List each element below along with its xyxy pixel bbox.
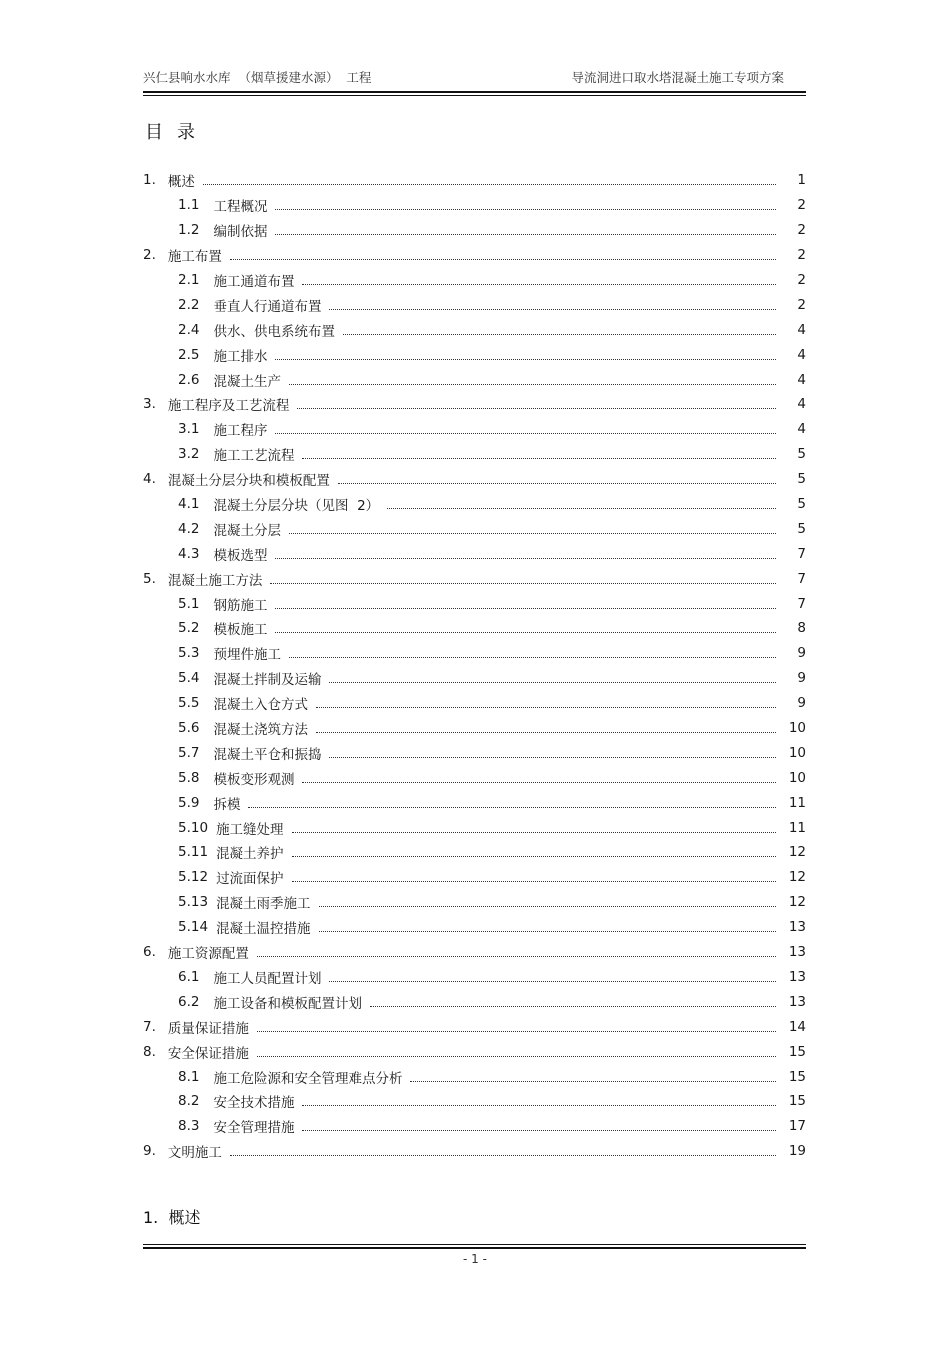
header-rule-thick (143, 91, 806, 93)
toc-entry-page: 4 (797, 346, 806, 363)
toc-entry-number: 5.2 (178, 620, 200, 637)
toc-leader-dots (270, 582, 776, 584)
toc-entry[interactable] (143, 865, 806, 890)
toc-leader-dots (316, 706, 776, 708)
toc-entry-label: 文明施工 (167, 1145, 222, 1162)
toc-entry-label: 概述 (167, 174, 195, 191)
toc-entry[interactable] (143, 541, 806, 566)
toc-entry-page: 5 (797, 471, 806, 488)
toc-entry-number: 3.2 (178, 446, 200, 463)
toc-entry-page: 17 (788, 1118, 806, 1135)
toc-entry-label: 混凝土养护 (216, 846, 284, 863)
toc-leader-dots (302, 781, 776, 783)
toc-entry-label: 混凝土施工方法 (167, 572, 263, 589)
toc-entry-page: 5 (797, 520, 806, 537)
toc-entry-page: 4 (797, 396, 806, 413)
toc-entry[interactable] (143, 940, 806, 965)
toc-entry[interactable] (143, 890, 806, 915)
toc-leader-dots (275, 607, 776, 609)
toc-leader-dots (257, 1030, 776, 1032)
toc-leader-dots (289, 656, 776, 658)
toc-entry-page: 13 (788, 968, 806, 985)
toc-entry[interactable] (143, 989, 806, 1014)
toc-entry-label: 模板选型 (213, 547, 268, 564)
toc-entry-number: 1.2 (178, 222, 200, 239)
page-number: - 1 - (463, 1252, 487, 1266)
toc-leader-dots (275, 432, 776, 434)
toc-entry-number: 5.4 (178, 670, 200, 687)
toc-leader-dots (297, 407, 776, 409)
toc-entry-label: 混凝土分层 (213, 522, 281, 539)
toc-entry-number: 4.1 (178, 496, 200, 513)
toc-entry[interactable] (143, 292, 806, 317)
toc-entry-page: 4 (797, 371, 806, 388)
toc-leader-dots (329, 681, 776, 683)
toc-entry-number: 5.3 (178, 645, 200, 662)
toc-entry-label: 垂直人行通道布置 (213, 298, 322, 315)
toc-entry[interactable] (143, 268, 806, 293)
toc-leader-dots (275, 557, 776, 559)
toc-entry[interactable] (143, 591, 806, 616)
toc-entry-number: 5. (143, 570, 156, 587)
footer-rule-thick (143, 1247, 806, 1249)
toc-entry-page: 5 (797, 446, 806, 463)
toc-entry[interactable] (143, 1114, 806, 1139)
toc-entry-number: 1.1 (178, 197, 200, 214)
toc-entry-page: 12 (788, 869, 806, 886)
toc-entry-number: 5.14 (178, 919, 209, 936)
toc-leader-dots (230, 1154, 776, 1156)
toc-entry-label: 混凝土入仓方式 (213, 697, 308, 714)
toc-entry[interactable] (143, 716, 806, 741)
toc-entry-label: 预埋件施工 (213, 647, 281, 664)
toc-entry-page: 13 (788, 944, 806, 961)
toc-entry-label: 安全技术措施 (213, 1095, 295, 1112)
toc-entry-number: 4.2 (178, 520, 200, 537)
header-document-title: 导流洞进口取水塔混凝土施工专项方案 (571, 70, 784, 85)
toc-entry-number: 8.3 (178, 1118, 200, 1135)
toc-entry-number: 4.3 (178, 545, 200, 562)
toc-entry-label: 施工排水 (213, 348, 268, 365)
toc-entry[interactable] (143, 392, 806, 417)
toc-entry-label: 混凝土拌制及运输 (213, 672, 322, 689)
toc-leader-dots (248, 806, 776, 808)
toc-entry-page: 8 (797, 620, 806, 637)
toc-entry-page: 2 (797, 296, 806, 313)
page-header (143, 68, 806, 88)
toc-leader-dots (302, 283, 776, 285)
toc-leader-dots (203, 183, 776, 185)
toc-entry-page: 4 (797, 321, 806, 338)
toc-leader-dots (257, 1055, 776, 1057)
toc-entry-label: 安全保证措施 (167, 1045, 249, 1062)
footer-rule-thin (143, 1244, 806, 1245)
toc-entry-label: 混凝土浇筑方法 (213, 722, 308, 739)
toc-entry-number: 6.1 (178, 968, 200, 985)
toc-entry[interactable] (143, 566, 806, 591)
toc-entry-page: 11 (788, 794, 806, 811)
toc-leader-dots (302, 1104, 776, 1106)
toc-leader-dots (343, 333, 776, 335)
toc-entry-page: 2 (797, 197, 806, 214)
toc-leader-dots (329, 308, 776, 310)
toc-entry-page: 10 (788, 744, 806, 761)
toc-entry-page: 15 (788, 1093, 806, 1110)
toc-entry[interactable] (143, 641, 806, 666)
toc-entry-number: 2.5 (178, 346, 200, 363)
toc-entry-page: 7 (797, 595, 806, 612)
toc-entry-number: 5.5 (178, 695, 200, 712)
toc-entry-number: 2.2 (178, 296, 200, 313)
toc-entry[interactable] (143, 1064, 806, 1089)
toc-entry-page: 2 (797, 222, 806, 239)
toc-entry-page: 19 (788, 1143, 806, 1160)
toc-entry-number: 2.4 (178, 321, 200, 338)
toc-entry-number: 2. (143, 247, 156, 264)
toc-entry-number: 3. (143, 396, 156, 413)
toc-entry[interactable] (143, 168, 806, 193)
toc-entry[interactable] (143, 1039, 806, 1064)
toc-entry-page: 7 (797, 570, 806, 587)
toc-entry-page: 13 (788, 993, 806, 1010)
toc-entry-number: 5.6 (178, 720, 200, 737)
toc-entry-number: 8.1 (178, 1068, 200, 1085)
toc-entry[interactable] (143, 915, 806, 940)
toc-entry-number: 6. (143, 944, 156, 961)
toc-entry-page: 10 (788, 769, 806, 786)
toc-entry-number: 5.13 (178, 894, 209, 911)
toc-entry-page: 11 (788, 819, 806, 836)
toc-leader-dots (338, 482, 776, 484)
toc-entry[interactable] (143, 666, 806, 691)
toc-entry-page: 9 (797, 645, 806, 662)
toc-entry-page: 1 (797, 172, 806, 189)
toc-entry-page: 12 (788, 844, 806, 861)
toc-leader-dots (289, 532, 776, 534)
toc-entry-label: 过流面保护 (216, 871, 284, 888)
toc-entry-page: 13 (788, 919, 806, 936)
toc-entry-number: 5.12 (178, 869, 209, 886)
toc-leader-dots (257, 955, 776, 957)
toc-entry-number: 8. (143, 1043, 156, 1060)
toc-entry-label: 施工人员配置计划 (213, 970, 322, 987)
toc-entry-page: 12 (788, 894, 806, 911)
toc-leader-dots (292, 831, 776, 833)
toc-entry-label: 施工工艺流程 (213, 448, 295, 465)
toc-entry-page: 15 (788, 1043, 806, 1060)
toc-leader-dots (319, 930, 776, 932)
toc-leader-dots (302, 1129, 776, 1131)
toc-entry[interactable] (143, 616, 806, 641)
toc-entry[interactable] (143, 467, 806, 492)
toc-leader-dots (410, 1080, 776, 1082)
toc-entry[interactable] (143, 342, 806, 367)
toc-leader-dots (275, 208, 776, 210)
toc-entry-number: 3.1 (178, 421, 200, 438)
toc-entry[interactable] (143, 765, 806, 790)
toc-entry-number: 5.9 (178, 794, 200, 811)
toc-entry-label: 混凝土生产 (213, 373, 281, 390)
toc-entry-number: 5.10 (178, 819, 209, 836)
toc-entry-label: 施工通道布置 (213, 274, 295, 290)
toc-entry-label: 供水、供电系统布置 (213, 323, 335, 340)
toc-entry[interactable] (143, 815, 806, 840)
toc-entry[interactable] (143, 367, 806, 392)
toc-entry-label: 模板施工 (213, 622, 268, 639)
toc-leader-dots (275, 233, 776, 235)
toc-entry-page: 7 (797, 545, 806, 562)
toc-entry-label: 编制依据 (213, 224, 268, 241)
toc-entry-label: 混凝土平仓和振捣 (213, 746, 322, 763)
toc-entry-label: 施工资源配置 (167, 946, 249, 963)
toc-entry-number: 6.2 (178, 993, 200, 1010)
toc-entry[interactable] (143, 965, 806, 990)
table-of-contents (143, 168, 806, 1164)
toc-entry[interactable] (143, 442, 806, 467)
toc-leader-dots (292, 855, 776, 857)
toc-entry[interactable] (143, 1089, 806, 1114)
toc-entry-label: 施工设备和模板配置计划 (213, 995, 362, 1012)
toc-leader-dots (319, 905, 776, 907)
toc-entry-page: 9 (797, 670, 806, 687)
toc-entry-label: 安全管理措施 (213, 1120, 295, 1137)
toc-entry-label: 混凝土分层分块和模板配置 (167, 473, 330, 490)
toc-entry[interactable] (143, 243, 806, 268)
toc-entry-label: 钢筋施工 (213, 597, 268, 614)
toc-entry-label: 模板变形观测 (213, 771, 295, 788)
toc-entry-label: 施工布置 (167, 249, 222, 266)
toc-entry-number: 7. (143, 1018, 156, 1035)
toc-entry-page: 9 (797, 695, 806, 712)
section-heading: 1. 概述 (143, 1208, 201, 1227)
toc-entry-number: 2.6 (178, 371, 200, 388)
toc-entry[interactable] (143, 516, 806, 541)
toc-entry-number: 4. (143, 471, 156, 488)
toc-entry-page: 2 (797, 247, 806, 264)
toc-leader-dots (275, 358, 776, 360)
toc-entry-page: 14 (788, 1018, 806, 1035)
toc-leader-dots (289, 383, 776, 385)
toc-entry[interactable] (143, 840, 806, 865)
toc-leader-dots (302, 457, 776, 459)
toc-entry-page: 15 (788, 1068, 806, 1085)
toc-entry[interactable] (143, 691, 806, 716)
toc-leader-dots (387, 507, 776, 509)
toc-leader-dots (329, 756, 776, 758)
toc-entry-number: 1. (143, 172, 156, 189)
toc-entry[interactable] (143, 193, 806, 218)
toc-leader-dots (329, 980, 776, 982)
toc-entry-label: 施工程序 (213, 423, 268, 440)
toc-entry-page: 10 (788, 720, 806, 737)
toc-entry-page: 4 (797, 421, 806, 438)
toc-entry-label: 混凝土温控措施 (216, 921, 311, 938)
toc-entry-number: 5.1 (178, 595, 200, 612)
toc-entry[interactable] (143, 1139, 806, 1164)
toc-entry[interactable] (143, 492, 806, 517)
toc-entry-label: 施工程序及工艺流程 (167, 398, 290, 415)
toc-entry-label: 质量保证措施 (167, 1020, 249, 1037)
toc-entry-label: 混凝土雨季施工 (216, 896, 311, 913)
toc-entry-label: 施工缝处理 (216, 821, 284, 838)
toc-leader-dots (316, 731, 776, 733)
toc-entry-number: 9. (143, 1143, 156, 1160)
header-project-title: 兴仁县响水水库 （烟草援建水源） 工程 (143, 70, 372, 85)
toc-entry[interactable] (143, 218, 806, 243)
toc-entry-number: 2.1 (178, 272, 200, 288)
header-rule-thin (143, 95, 806, 96)
toc-entry-page: 2 (797, 272, 806, 288)
toc-entry-page: 5 (797, 496, 806, 513)
toc-leader-dots (370, 1005, 776, 1007)
toc-leader-dots (230, 258, 776, 260)
toc-entry[interactable] (143, 790, 806, 815)
toc-entry-label: 施工危险源和安全管理难点分析 (213, 1070, 403, 1087)
toc-entry-label: 工程概况 (213, 199, 268, 216)
toc-entry-number: 5.8 (178, 769, 200, 786)
toc-leader-dots (292, 880, 776, 882)
toc-leader-dots (275, 631, 776, 633)
toc-entry-number: 5.7 (178, 744, 200, 761)
toc-entry[interactable] (143, 1014, 806, 1039)
toc-entry-number: 5.11 (178, 844, 209, 861)
toc-title: 目录 (145, 122, 209, 143)
toc-entry[interactable] (143, 740, 806, 765)
toc-entry-label: 拆模 (213, 796, 241, 813)
toc-entry[interactable] (143, 417, 806, 442)
toc-entry-number: 8.2 (178, 1093, 200, 1110)
toc-entry[interactable] (143, 317, 806, 342)
toc-entry-label: 混凝土分层分块（见图 2） (213, 498, 380, 515)
